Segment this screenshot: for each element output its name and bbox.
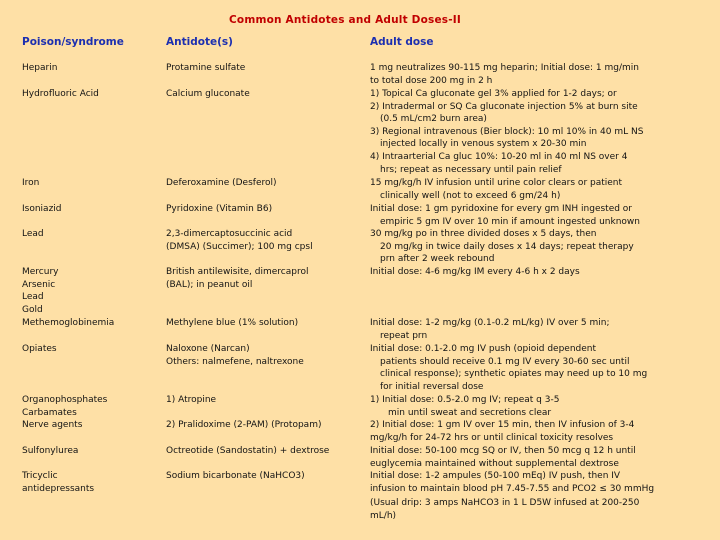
poison-heavy-metals: Mercury Arsenic Lead Gold <box>22 267 59 315</box>
poison-tricyclic: Tricyclic antidepressants <box>22 471 95 494</box>
antidote-organophosphates: 1) Atropine <box>166 395 217 405</box>
poison-lead: Lead <box>22 229 44 239</box>
poison-heparin: Heparin <box>22 63 58 73</box>
dose-hydrofluoric-acid: 1) Topical Ca gluconate gel 3% applied for 1-2 days; or 2) Intradermal or SQ Ca gluconate injection 5% at burn site (0.5 mL/cm2 burn area) 3) Regional intravenous (Bier block): 10 ml 10% in 40 mL NS injected locally in venous system x 20-30 min 4) Intraarterial Ca gluc 10%: 10-20 ml in 40 ml NS over 4 hrs; repeat as necessary until pain relief <box>370 89 644 175</box>
dose-methemoglobinemia: Initial dose: 1-2 mg/kg (0.1-0.2 mL/kg) IV over 5 min; repeat prn <box>370 318 610 341</box>
dose-isoniazid: Initial dose: 1 gm pyridoxine for every gm INH ingested or empiric 5 gm IV over 10 min if amount ingested unknown <box>370 204 640 227</box>
antidote-lead: 2,3-dimercaptosuccinic acid (DMSA) (Succimer); 100 mg cpsl <box>166 229 313 252</box>
poison-iron: Iron <box>22 178 40 188</box>
antidote-methemoglobinemia: Methylene blue (1% solution) <box>166 318 299 328</box>
dose-heparin: 1 mg neutralizes 90-115 mg heparin; Initial dose: 1 mg/min to total dose 200 mg in 2 h <box>370 63 639 86</box>
dose-lead: 30 mg/kg po in three divided doses x 5 days, then 20 mg/kg in twice daily doses x 14 days; repeat therapy prn after 2 week rebound <box>370 229 634 265</box>
dose-tricyclic: Initial dose: 1-2 ampules (50-100 mEq) IV push, then IV infusion to maintain blood pH 7.45-7.55 and PCO2 ≤ 30 mmHg (Usual drip: 3 amps NaHCO3 in 1 L D5W infused at 200-250 mL/h) <box>370 471 655 521</box>
dose-iron: 15 mg/kg/h IV infusion until urine color clears or patient clinically well (not to exceed 6 gm/24 h) <box>370 178 623 201</box>
antidote-hydrofluoric-acid: Calcium gluconate <box>166 89 250 99</box>
antidote-isoniazid: Pyridoxine (Vitamin B6) <box>166 204 273 214</box>
antidote-tricyclic: Sodium bicarbonate (NaHCO3) <box>166 471 305 481</box>
antidote-iron: Deferoxamine (Desferol) <box>166 178 277 188</box>
dose-heavy-metals: Initial dose: 4-6 mg/kg IM every 4-6 h x 2 days <box>370 267 580 277</box>
dose-opiates: Initial dose: 0.1-2.0 mg IV push (opioid dependent patients should receive 0.1 mg IV every 30-60 sec until clinical response); synthetic opiates may need up to 10 mg for initial reversal dose <box>370 344 648 392</box>
header-poison: Poison/syndrome <box>22 36 124 48</box>
poison-nerve-agents: Nerve agents <box>22 420 83 430</box>
dose-organophosphates: 1) Initial dose: 0.5-2.0 mg IV; repeat q 3-5 min until sweat and secretions clear <box>370 395 560 418</box>
poison-hydrofluoric-acid: Hydrofluoric Acid <box>22 89 99 99</box>
poison-methemoglobinemia: Methemoglobinemia <box>22 318 115 328</box>
dose-sulfonylurea: Initial dose: 50-100 mcg SQ or IV, then 50 mcg q 12 h until euglycemia maintained without supplemental dextrose <box>370 446 636 469</box>
antidote-heparin: Protamine sulfate <box>166 63 246 73</box>
antidote-opiates: Naloxone (Narcan) Others: nalmefene, naltrexone <box>166 344 304 367</box>
header-dose: Adult dose <box>370 36 434 48</box>
slide-title: Common Antidotes and Adult Doses-II <box>229 14 461 26</box>
antidote-nerve-agents: 2) Pralidoxime (2-PAM) (Protopam) <box>166 420 322 430</box>
antidote-sulfonylurea: Octreotide (Sandostatin) + dextrose <box>166 446 330 456</box>
poison-sulfonylurea: Sulfonylurea <box>22 446 79 456</box>
antidote-heavy-metals: British antilewisite, dimercaprol (BAL); in peanut oil <box>166 267 309 290</box>
poison-isoniazid: Isoniazid <box>22 204 62 214</box>
dose-nerve-agents: 2) Initial dose: 1 gm IV over 15 min, then IV infusion of 3-4 mg/kg/h for 24-72 hrs or until clinical toxicity resolves <box>370 420 635 443</box>
poison-opiates: Opiates <box>22 344 57 354</box>
poison-organophosphates: Organophosphates Carbamates <box>22 395 108 418</box>
header-antidote: Antidote(s) <box>166 36 233 48</box>
